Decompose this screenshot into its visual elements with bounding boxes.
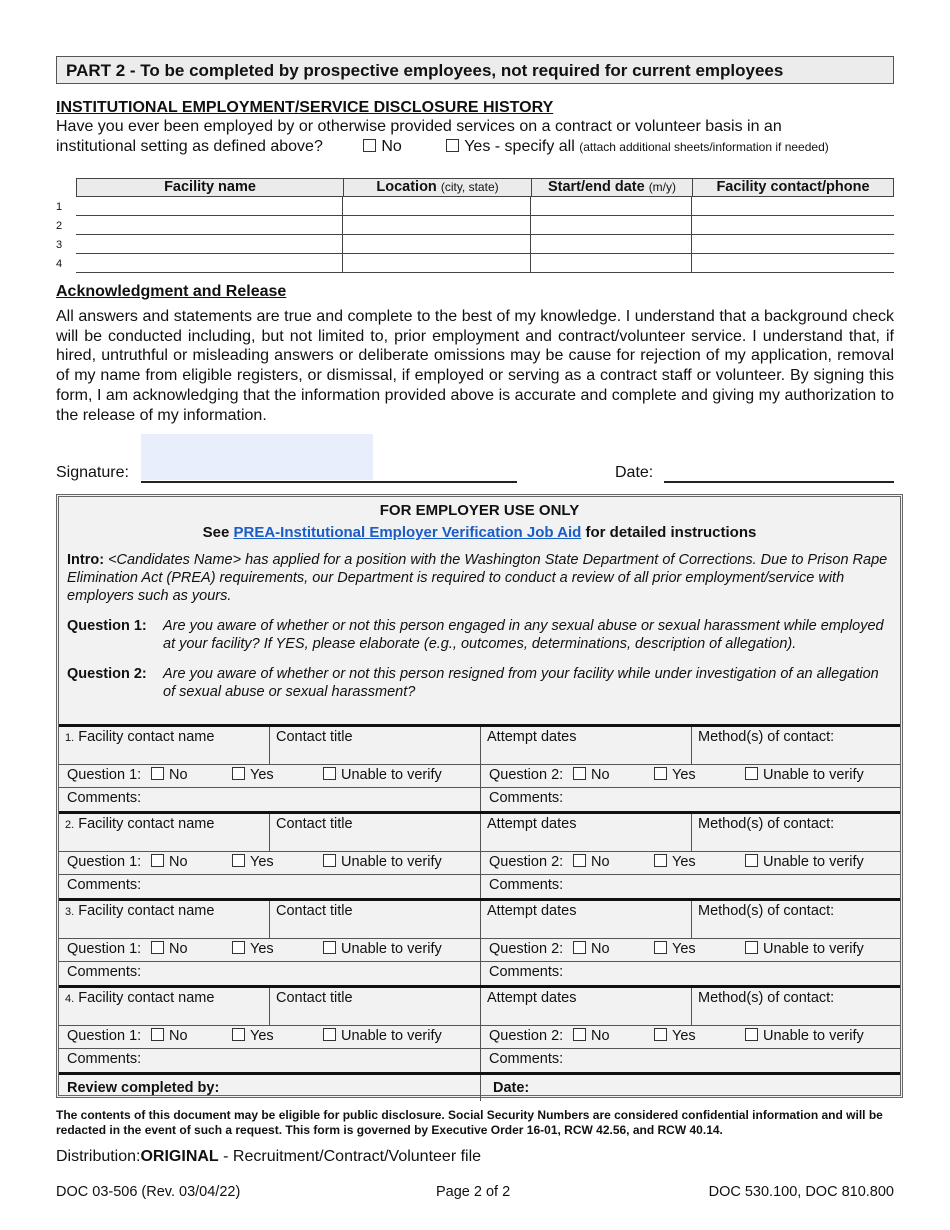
facility-contact-name-field[interactable]: 4. Facility contact name [59, 988, 270, 1025]
question-2 [67, 665, 892, 701]
contact-input[interactable] [692, 216, 894, 234]
location-input[interactable] [343, 235, 531, 253]
signature-label: Signature: [56, 464, 129, 481]
disclosure-question-line2 [56, 137, 894, 158]
see-suffix: for detailed instructions [585, 524, 757, 541]
acknowledgment-title: Acknowledgment and Release [56, 283, 287, 300]
facility-contact-name-field[interactable]: 3. Facility contact name [59, 901, 270, 938]
q1-comments-field[interactable]: Comments: [59, 788, 481, 811]
attempt-dates-field[interactable]: Attempt dates [481, 727, 692, 764]
review-date-field[interactable]: Date: [493, 1080, 530, 1096]
q2-unable-option[interactable]: Unable to verify [745, 1028, 864, 1044]
contact-title-field[interactable]: Contact title [270, 814, 481, 851]
contact-title-field[interactable]: Contact title [270, 727, 481, 764]
q2-no-option[interactable]: No [573, 767, 610, 783]
employer-instructions [59, 524, 900, 541]
q2-yes-option[interactable]: Yes [654, 941, 696, 957]
form-number: DOC 03-506 (Rev. 03/04/22) [56, 1184, 241, 1200]
location-input[interactable] [343, 197, 531, 215]
attempt-dates-field[interactable]: Attempt dates [481, 988, 692, 1025]
option-yes-note: (attach additional sheets/information if needed) [579, 139, 829, 154]
question-1-answers: Question 1: No Yes Unable to verify [59, 852, 481, 874]
facility-contact-name-field[interactable]: 1. Facility contact name [59, 727, 270, 764]
facility-name-input[interactable] [76, 235, 343, 253]
date-input[interactable] [531, 254, 692, 272]
date-input[interactable] [531, 216, 692, 234]
contact-block [59, 898, 900, 985]
review-completed-by-field[interactable]: Review completed by: [59, 1075, 481, 1101]
checkbox-no[interactable] [363, 139, 376, 152]
q1-no-option[interactable]: No [151, 941, 188, 957]
contact-input[interactable] [692, 254, 894, 272]
form-page [56, 56, 894, 1200]
methods-of-contact-field[interactable]: Method(s) of contact: [698, 729, 835, 745]
q1-yes-option[interactable]: Yes [232, 767, 274, 783]
row-number: 4 [56, 258, 63, 270]
distribution-original: ORIGINAL [140, 1148, 219, 1165]
q2-unable-option[interactable]: Unable to verify [745, 767, 864, 783]
employer-use-section [56, 494, 903, 1098]
contact-title-field[interactable]: Contact title [270, 988, 481, 1025]
q2-comments-field[interactable]: Comments: [489, 964, 564, 980]
policy-references: DOC 530.100, DOC 810.800 [708, 1184, 894, 1200]
date-input[interactable] [531, 197, 692, 215]
row-number: 1 [56, 201, 63, 213]
intro-label: Intro: [67, 552, 105, 568]
question-1-label: Question 1: [67, 618, 147, 634]
row-number: 3 [56, 239, 63, 251]
q1-yes-option[interactable]: Yes [232, 1028, 274, 1044]
distribution-line [56, 1148, 481, 1166]
question-1-answers: Question 1: No Yes Unable to verify [59, 1026, 481, 1048]
q1-no-option[interactable]: No [151, 767, 188, 783]
acknowledgment-text: All answers and statements are true and complete to the best of my knowledge. I understand that a background check will be conducted including, but not limited to, prior employment and contract/volunteer service. I understand that, if hired, untruthful or misleading answers or deliberate omissions may be cause for rejection of my application, removal of my name from eligible registers, or dismissal, if employed or serving as a contract staff or volunteer. By signing this form, I am acknowledging that the information provided above is accurate and complete and giving my authorization to the release of my information. [56, 308, 894, 424]
checkbox-yes[interactable] [446, 139, 459, 152]
methods-of-contact-field[interactable]: Method(s) of contact: [698, 816, 835, 832]
option-no-label: No [381, 137, 402, 155]
question-2-answers: Question 2: No Yes Unable to verify [489, 1028, 864, 1044]
col-start-end-date: Start/end date (m/y) [532, 179, 693, 196]
question-2-text: Are you aware of whether or not this person resigned from your facility while under investigation of an allegation of sexual abuse or sexual harassment? [163, 666, 879, 700]
table-row [56, 254, 894, 273]
q1-comments-field[interactable]: Comments: [59, 1049, 481, 1072]
col-location: Location (city, state) [344, 179, 532, 196]
page-number: Page 2 of 2 [436, 1184, 511, 1200]
q1-yes-option[interactable]: Yes [232, 854, 274, 870]
q2-unable-option[interactable]: Unable to verify [745, 854, 864, 870]
methods-of-contact-field[interactable]: Method(s) of contact: [698, 903, 835, 919]
q2-no-option[interactable]: No [573, 941, 610, 957]
facility-name-input[interactable] [76, 216, 343, 234]
contact-block [59, 985, 900, 1072]
facility-name-input[interactable] [76, 197, 343, 215]
contact-input[interactable] [692, 197, 894, 215]
methods-of-contact-field[interactable]: Method(s) of contact: [698, 990, 835, 1006]
q2-comments-field[interactable]: Comments: [489, 790, 564, 806]
distribution-prefix: Distribution: [56, 1148, 141, 1165]
employer-section-title: FOR EMPLOYER USE ONLY [379, 502, 580, 519]
contact-title-field[interactable]: Contact title [270, 901, 481, 938]
q2-unable-option[interactable]: Unable to verify [745, 941, 864, 957]
facility-history-table [56, 178, 894, 273]
question-1-answers: Question 1: No Yes Unable to verify [59, 765, 481, 787]
q2-comments-field[interactable]: Comments: [489, 877, 564, 893]
part-header: PART 2 - To be completed by prospective employees, not required for current employees [56, 56, 894, 84]
review-row [59, 1072, 900, 1101]
see-prefix: See [202, 524, 230, 541]
date-label: Date: [615, 464, 654, 481]
contact-input[interactable] [692, 235, 894, 253]
table-row [56, 197, 894, 216]
q1-comments-field[interactable]: Comments: [59, 875, 481, 898]
q2-yes-option[interactable]: Yes [654, 854, 696, 870]
facility-name-input[interactable] [76, 254, 343, 272]
signature-line [141, 481, 517, 483]
col-facility-name: Facility name [77, 179, 344, 196]
signature-field[interactable] [141, 434, 373, 480]
q1-unable-option[interactable]: Unable to verify [323, 941, 442, 957]
table-row [56, 235, 894, 254]
q1-yes-option[interactable]: Yes [232, 941, 274, 957]
q1-comments-field[interactable]: Comments: [59, 962, 481, 985]
attempt-dates-field[interactable]: Attempt dates [481, 901, 692, 938]
q2-no-option[interactable]: No [573, 1028, 610, 1044]
q1-unable-option[interactable]: Unable to verify [323, 767, 442, 783]
location-input[interactable] [343, 216, 531, 234]
public-disclosure-notice: The contents of this document may be eligible for public disclosure. Social Security Numbers are considered confidential information and will be redacted in the event of such a request. This form is governed by Executive Order 16-01, RCW 42.56, and RCW 40.14. [56, 1108, 883, 1137]
question-1-text: Are you aware of whether or not this person engaged in any sexual abuse or sexual harassment while employed at your facility? If YES, please elaborate (e.g., outcomes, determinations, description of allegation). [163, 618, 884, 652]
date-input[interactable] [531, 235, 692, 253]
distribution-suffix: - Recruitment/Contract/Volunteer file [218, 1148, 482, 1165]
page-footer [56, 1184, 894, 1200]
row-number: 2 [56, 220, 63, 232]
date-field[interactable] [664, 481, 894, 483]
job-aid-link[interactable]: PREA-Institutional Employer Verification Job Aid [233, 524, 582, 541]
contact-block [59, 724, 900, 811]
table-header [76, 178, 894, 197]
location-input[interactable] [343, 254, 531, 272]
facility-contact-name-field[interactable]: 2. Facility contact name [59, 814, 270, 851]
question-2-answers: Question 2: No Yes Unable to verify [489, 941, 864, 957]
question-1-answers: Question 1: No Yes Unable to verify [59, 939, 481, 961]
intro-text: <Candidates Name> has applied for a position with the Washington State Department of Corrections. Due to Prison Rape Elimination Act (PREA) requirements, our Department is required to conduct a review of all prior employment/service with employers such as yours. [67, 552, 888, 604]
question-1 [67, 617, 892, 653]
contact-block [59, 811, 900, 898]
q1-unable-option[interactable]: Unable to verify [323, 1028, 442, 1044]
q2-no-option[interactable]: No [573, 854, 610, 870]
option-no[interactable] [363, 138, 401, 155]
q1-no-option[interactable]: No [151, 1028, 188, 1044]
question-2-answers: Question 2: No Yes Unable to verify [489, 854, 864, 870]
table-row [56, 216, 894, 235]
disclosure-history-title: INSTITUTIONAL EMPLOYMENT/SERVICE DISCLOSURE HISTORY [56, 99, 554, 116]
intro-paragraph [67, 551, 892, 605]
question-2-label: Question 2: [67, 666, 147, 682]
disclosure-question-text: institutional setting as defined above? [56, 137, 323, 155]
option-yes-label: Yes - specify all [464, 137, 575, 155]
q2-comments-field[interactable]: Comments: [489, 1051, 564, 1067]
q1-no-option[interactable]: No [151, 854, 188, 870]
col-facility-contact: Facility contact/phone [716, 179, 870, 195]
q2-yes-option[interactable]: Yes [654, 767, 696, 783]
question-2-answers: Question 2: No Yes Unable to verify [489, 767, 864, 783]
option-yes[interactable] [446, 138, 829, 155]
disclosure-question-line1: Have you ever been employed by or otherwise provided services on a contract or volunteer basis in an [56, 118, 782, 135]
q1-unable-option[interactable]: Unable to verify [323, 854, 442, 870]
q2-yes-option[interactable]: Yes [654, 1028, 696, 1044]
attempt-dates-field[interactable]: Attempt dates [481, 814, 692, 851]
contact-blocks [59, 724, 900, 1101]
